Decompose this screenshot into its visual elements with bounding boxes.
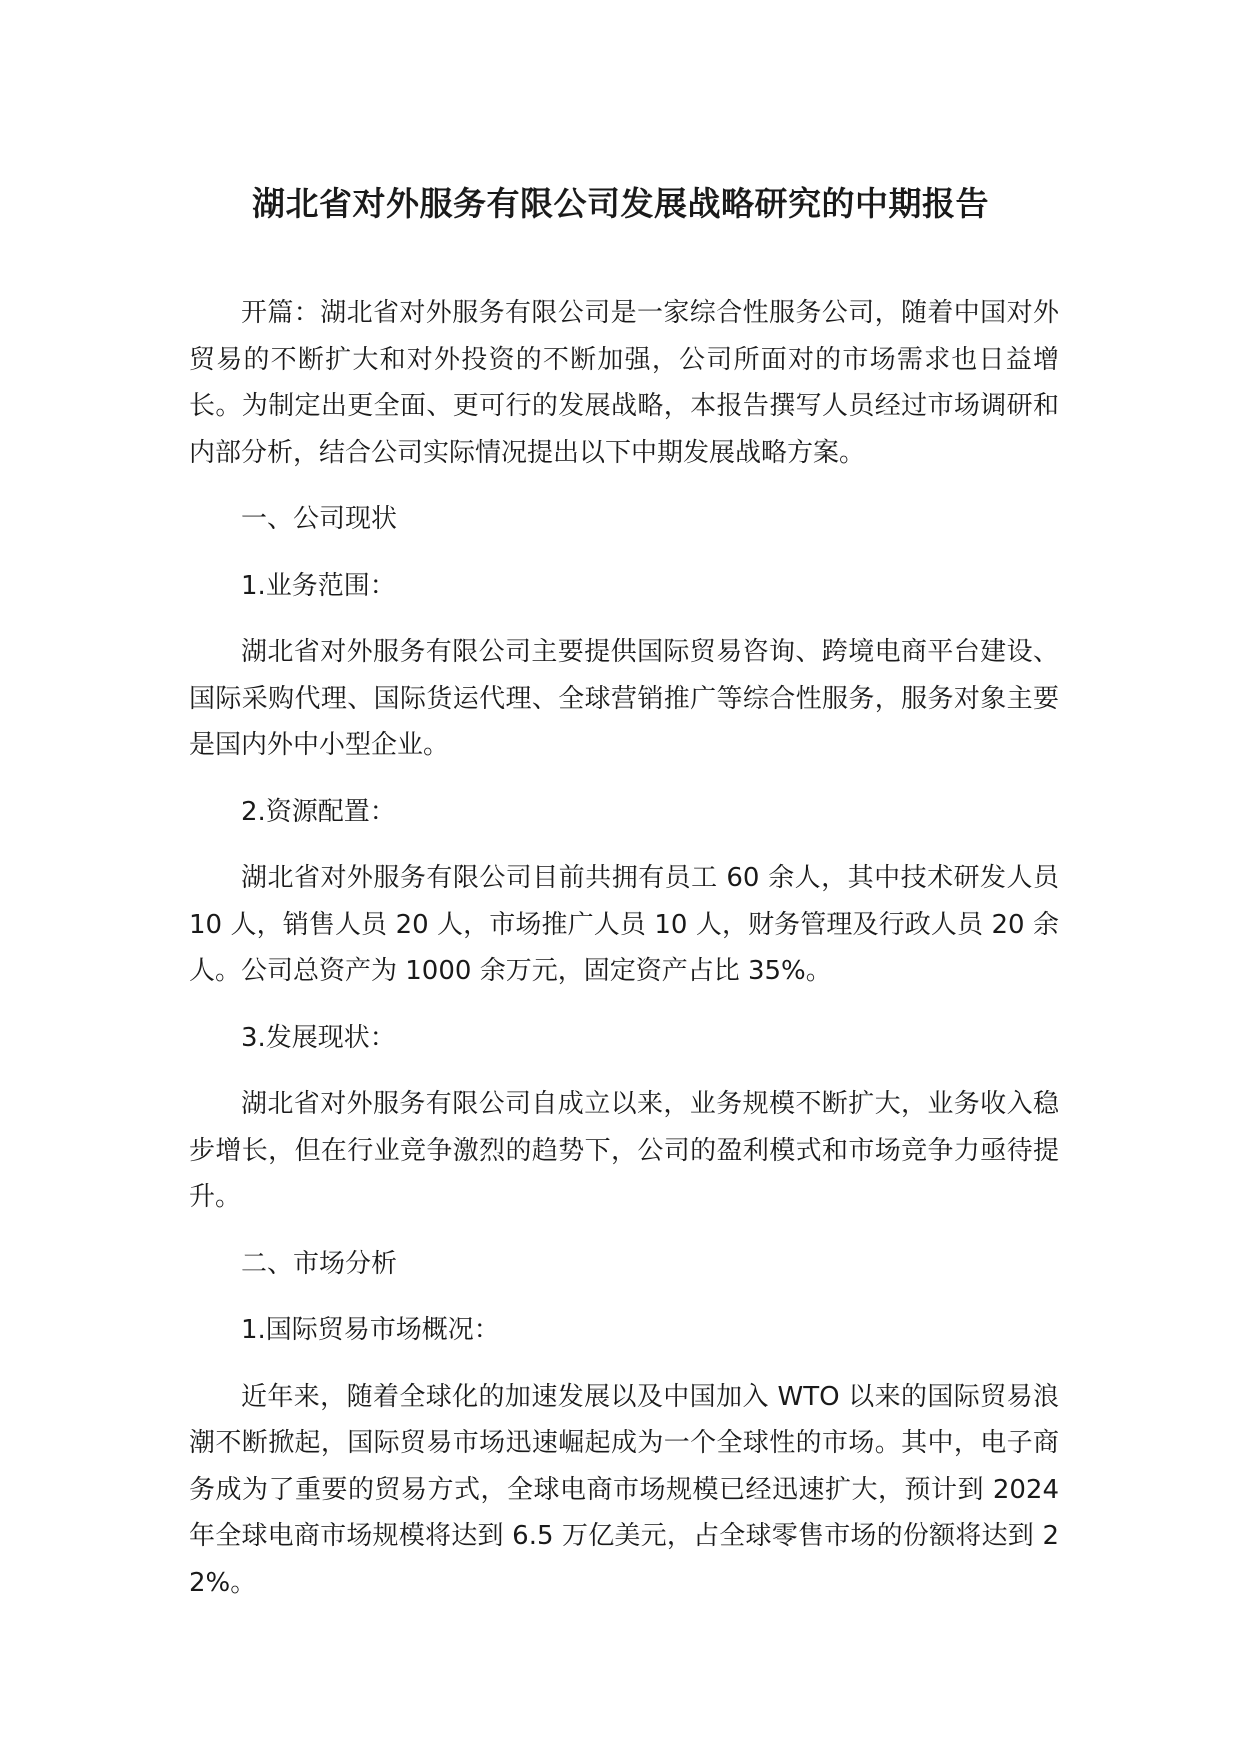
document-body [189, 290, 1059, 1626]
development-status-paragraph: 湖北省对外服务有限公司自成立以来，业务规模不断扩大，业务收入稳步增长，但在行业竞争激烈的趋势下，公司的盈利模式和市场竞争力亟待提升。 [189, 1089, 1059, 1212]
intro-paragraph: 开篇：湖北省对外服务有限公司是一家综合性服务公司，随着中国对外贸易的不断扩大和对外投资的不断加强，公司所面对的市场需求也日益增长。为制定出更全面、更可行的发展战略，本报告撰写人员经过市场调研和内部分析，结合公司实际情况提出以下中期发展战略方案。 [189, 298, 1059, 468]
subheading-development-status: 3.发展现状： [241, 1022, 396, 1053]
document-title: 湖北省对外服务有限公司发展战略研究的中期报告 [252, 184, 989, 223]
subheading-business-scope: 1.业务范围： [241, 570, 396, 601]
business-scope-paragraph: 湖北省对外服务有限公司主要提供国际贸易咨询、跨境电商平台建设、国际采购代理、国际货运代理、全球营销推广等综合性服务，服务对象主要是国内外中小型企业。 [189, 637, 1059, 760]
section-heading-market-analysis: 二、市场分析 [241, 1248, 398, 1279]
subheading-international-trade-overview: 1.国际贸易市场概况： [241, 1315, 500, 1345]
international-trade-paragraph: 近年来，随着全球化的加速发展以及中国加入 WTO 以来的国际贸易浪潮不断掀起，国际贸易市场迅速崛起成为一个全球性的市场。其中，电子商务成为了重要的贸易方式，全球电商市场规模已经迅速扩大，预计到 2024 年全球电商市场规模将达到 6.5 万亿美元，占全球零售市场的份额将达到 22%。 [189, 1381, 1059, 1598]
subheading-resource-allocation: 2.资源配置： [241, 796, 396, 827]
resource-allocation-paragraph: 湖北省对外服务有限公司目前共拥有员工 60 余人，其中技术研发人员 10 人，销售人员 20 人，市场推广人员 10 人，财务管理及行政人员 20 余人。公司总资产为 1000 余万元，固定资产占比 35%。 [189, 863, 1059, 986]
section-heading-company-status: 一、公司现状 [241, 504, 398, 534]
